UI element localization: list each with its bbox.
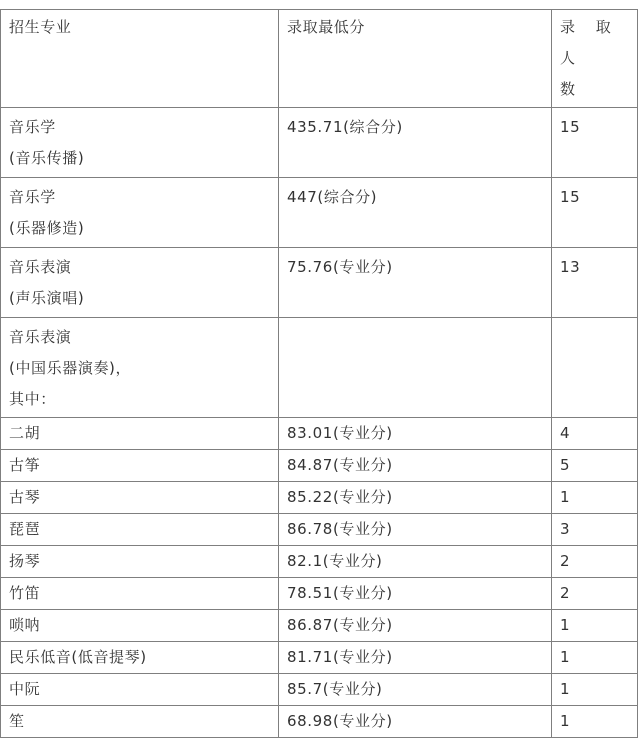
table-row — [1, 178, 638, 248]
cell-major — [1, 318, 279, 418]
admission-score-table — [0, 9, 638, 738]
header-min-score-label: 录取最低分 — [287, 18, 366, 36]
cell-score: 81.71(专业分) — [279, 642, 552, 674]
cell-count: 3 — [552, 514, 638, 546]
cell-count: 15 — [552, 108, 638, 178]
group-major-note: 其中： — [9, 390, 56, 408]
major-name: 音乐学 — [9, 118, 56, 136]
header-count — [552, 10, 638, 108]
table-row — [1, 482, 638, 514]
cell-major: 二胡 — [1, 418, 279, 450]
table-row — [1, 248, 638, 318]
table-row — [1, 706, 638, 738]
cell-major: 古筝 — [1, 450, 279, 482]
major-subname: (声乐演唱) — [9, 289, 85, 307]
cell-score: 75.76(专业分) — [279, 248, 552, 318]
cell-count: 15 — [552, 178, 638, 248]
cell-count: 4 — [552, 418, 638, 450]
cell-score: 82.1(专业分) — [279, 546, 552, 578]
table-row — [1, 108, 638, 178]
cell-major: 唢呐 — [1, 610, 279, 642]
cell-major — [1, 178, 279, 248]
cell-major: 竹笛 — [1, 578, 279, 610]
table-header-row — [1, 10, 638, 108]
cell-major: 琵琶 — [1, 514, 279, 546]
cell-score: 435.71(综合分) — [279, 108, 552, 178]
table-row — [1, 450, 638, 482]
cell-major — [1, 108, 279, 178]
group-major-name: 音乐表演 — [9, 328, 72, 346]
cell-count — [552, 318, 638, 418]
group-major-subname: (中国乐器演奏)， — [9, 359, 132, 377]
cell-count: 1 — [552, 482, 638, 514]
header-major-label: 招生专业 — [9, 18, 72, 36]
cell-count: 13 — [552, 248, 638, 318]
major-subname: (乐器修造) — [9, 219, 85, 237]
cell-score: 83.01(专业分) — [279, 418, 552, 450]
major-name: 音乐学 — [9, 188, 56, 206]
cell-count: 1 — [552, 674, 638, 706]
cell-score: 68.98(专业分) — [279, 706, 552, 738]
table-row — [1, 514, 638, 546]
cell-score: 86.78(专业分) — [279, 514, 552, 546]
header-major — [1, 10, 279, 108]
header-count-label-line2: 数 — [560, 80, 584, 98]
table-row-group — [1, 318, 638, 418]
cell-score: 85.22(专业分) — [279, 482, 552, 514]
cell-score: 84.87(专业分) — [279, 450, 552, 482]
admission-table-container — [0, 9, 638, 738]
cell-score: 447(综合分) — [279, 178, 552, 248]
cell-score: 85.7(专业分) — [279, 674, 552, 706]
cell-count: 1 — [552, 706, 638, 738]
cell-major: 扬琴 — [1, 546, 279, 578]
header-count-label-line1: 录 取 人 — [560, 18, 619, 67]
cell-count: 5 — [552, 450, 638, 482]
cell-count: 2 — [552, 546, 638, 578]
cell-count: 1 — [552, 642, 638, 674]
cell-major: 古琴 — [1, 482, 279, 514]
table-row — [1, 674, 638, 706]
cell-major: 笙 — [1, 706, 279, 738]
header-min-score — [279, 10, 552, 108]
cell-score: 86.87(专业分) — [279, 610, 552, 642]
cell-count: 2 — [552, 578, 638, 610]
major-name: 音乐表演 — [9, 258, 72, 276]
table-row — [1, 578, 638, 610]
cell-count: 1 — [552, 610, 638, 642]
major-subname: (音乐传播) — [9, 149, 85, 167]
cell-major: 中阮 — [1, 674, 279, 706]
table-row — [1, 418, 638, 450]
cell-score — [279, 318, 552, 418]
cell-major — [1, 248, 279, 318]
cell-score: 78.51(专业分) — [279, 578, 552, 610]
table-row — [1, 642, 638, 674]
cell-major: 民乐低音(低音提琴) — [1, 642, 279, 674]
table-row — [1, 610, 638, 642]
table-row — [1, 546, 638, 578]
